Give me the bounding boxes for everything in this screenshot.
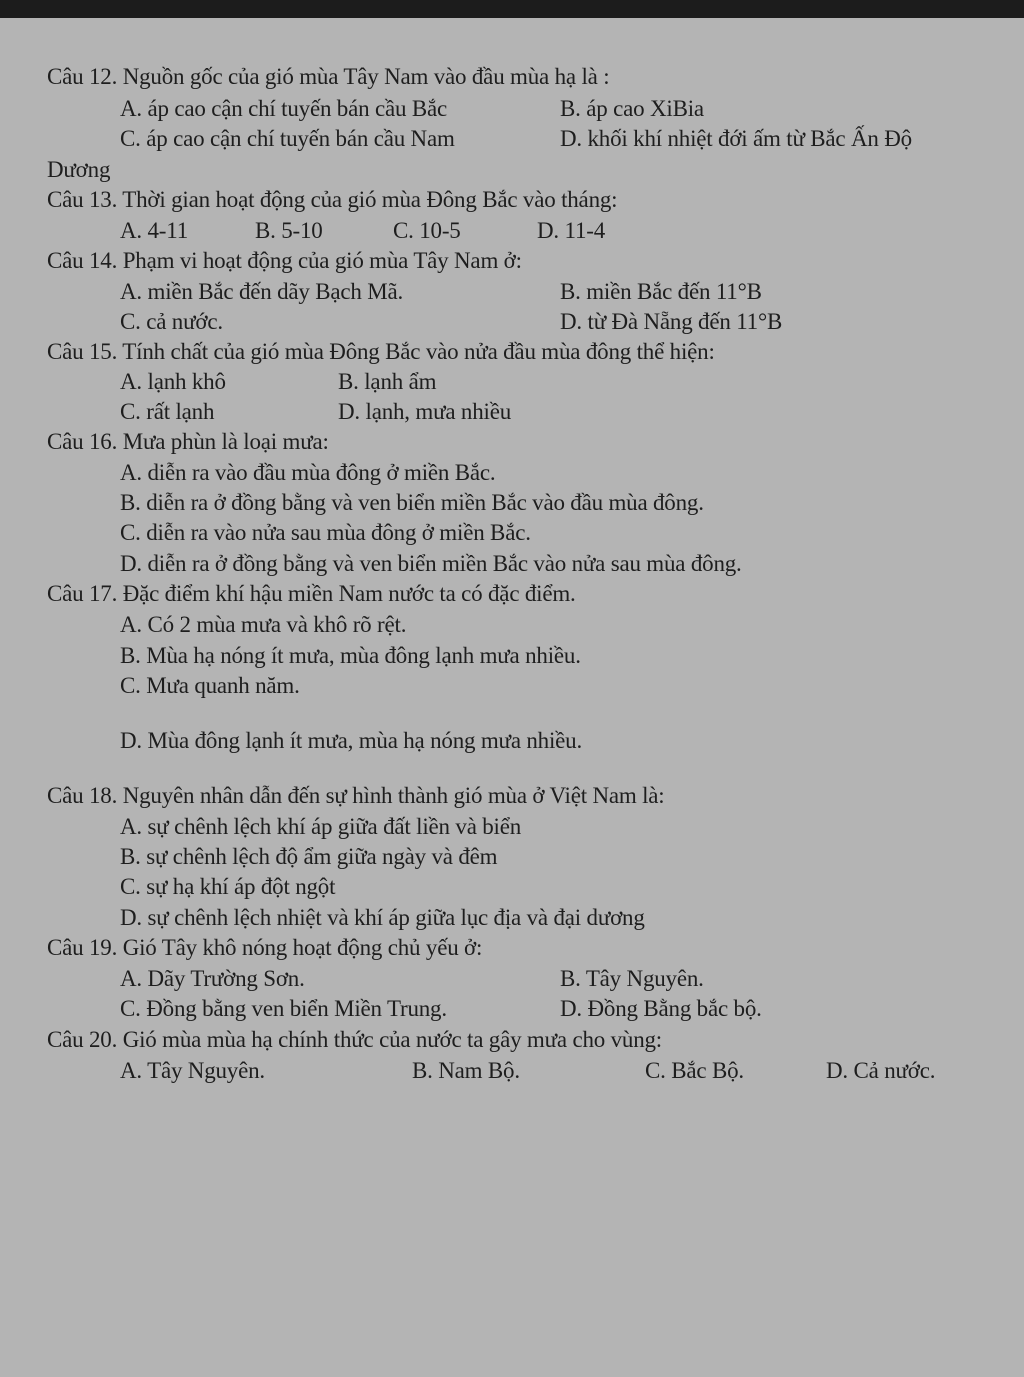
question-19-option-a: A. Dãy Trường Sơn.	[120, 966, 305, 991]
question-17-option-d: D. Mùa đông lạnh ít mưa, mùa hạ nóng mưa nhiều.	[120, 728, 583, 753]
question-17-option-a: A. Có 2 mùa mưa và khô rõ rệt.	[120, 612, 407, 637]
question-18-stem: Câu 18. Nguyên nhân dẫn đến sự hình thành gió mùa ở Việt Nam là:	[47, 783, 665, 808]
question-13-option-c: C. 10-5	[393, 218, 461, 243]
question-12-option-c: C. áp cao cận chí tuyến bán cầu Nam	[120, 126, 455, 151]
question-16-stem: Câu 16. Mưa phùn là loại mưa:	[47, 429, 329, 454]
question-18-option-d: D. sự chênh lệch nhiệt và khí áp giữa lục địa và đại dương	[120, 905, 645, 930]
question-15-option-b: B. lạnh ẩm	[338, 369, 437, 394]
question-14-option-d: D. từ Đà Nẵng đến 11°B	[560, 309, 783, 334]
question-16-option-d: D. diễn ra ở đồng bằng và ven biển miền Bắc vào nửa sau mùa đông.	[120, 551, 742, 576]
question-13-option-b: B. 5-10	[255, 218, 323, 243]
question-12-option-d: D. khối khí nhiệt đới ấm từ Bắc Ấn Độ	[560, 126, 912, 151]
question-12-option-a: A. áp cao cận chí tuyến bán cầu Bắc	[120, 96, 447, 121]
question-16-option-c: C. diễn ra vào nửa sau mùa đông ở miền Bắc.	[120, 520, 531, 545]
question-20-stem: Câu 20. Gió mùa mùa hạ chính thức của nước ta gây mưa cho vùng:	[47, 1027, 662, 1052]
question-12-option-b: B. áp cao XiBia	[560, 96, 704, 121]
question-13-option-a: A. 4-11	[120, 218, 189, 243]
question-19-option-c: C. Đồng bằng ven biển Miền Trung.	[120, 996, 447, 1021]
question-17-option-c: C. Mưa quanh năm.	[120, 673, 300, 698]
question-14-option-c: C. cả nước.	[120, 309, 223, 334]
question-19-stem: Câu 19. Gió Tây khô nóng hoạt động chủ yếu ở:	[47, 935, 483, 960]
question-15-option-c: C. rất lạnh	[120, 399, 215, 424]
question-13-stem: Câu 13. Thời gian hoạt động của gió mùa Đông Bắc vào tháng:	[47, 187, 618, 212]
question-12-stem: Câu 12. Nguồn gốc của gió mùa Tây Nam vào đầu mùa hạ là :	[47, 64, 610, 89]
question-14-stem: Câu 14. Phạm vi hoạt động của gió mùa Tây Nam ở:	[47, 248, 522, 273]
question-17-option-b: B. Mùa hạ nóng ít mưa, mùa đông lạnh mưa nhiều.	[120, 643, 581, 668]
question-18-option-b: B. sự chênh lệch độ ẩm giữa ngày và đêm	[120, 844, 498, 869]
question-14-option-b: B. miền Bắc đến 11°B	[560, 279, 762, 304]
question-19-option-b: B. Tây Nguyên.	[560, 966, 704, 991]
question-15-stem: Câu 15. Tính chất của gió mùa Đông Bắc vào nửa đầu mùa đông thể hiện:	[47, 339, 715, 364]
question-20-option-a: A. Tây Nguyên.	[120, 1058, 265, 1083]
question-13-option-d: D. 11-4	[537, 218, 606, 243]
question-18-option-c: C. sự hạ khí áp đột ngột	[120, 874, 336, 899]
question-19-option-d: D. Đồng Bằng bắc bộ.	[560, 996, 762, 1021]
question-20-option-d: D. Cả nước.	[826, 1058, 936, 1083]
question-18-option-a: A. sự chênh lệch khí áp giữa đất liền và biển	[120, 814, 522, 839]
question-16-option-a: A. diễn ra vào đầu mùa đông ở miền Bắc.	[120, 460, 496, 485]
question-15-option-d: D. lạnh, mưa nhiều	[338, 399, 512, 424]
question-20-option-b: B. Nam Bộ.	[412, 1058, 520, 1083]
question-12-option-d-continued: Dương	[47, 157, 111, 182]
question-17-stem: Câu 17. Đặc điểm khí hậu miền Nam nước ta có đặc điểm.	[47, 581, 576, 606]
question-15-option-a: A. lạnh khô	[120, 369, 226, 394]
question-20-option-c: C. Bắc Bộ.	[645, 1058, 744, 1083]
question-14-option-a: A. miền Bắc đến dãy Bạch Mã.	[120, 279, 404, 304]
question-16-option-b: B. diễn ra ở đồng bằng và ven biển miền Bắc vào đầu mùa đông.	[120, 490, 704, 515]
